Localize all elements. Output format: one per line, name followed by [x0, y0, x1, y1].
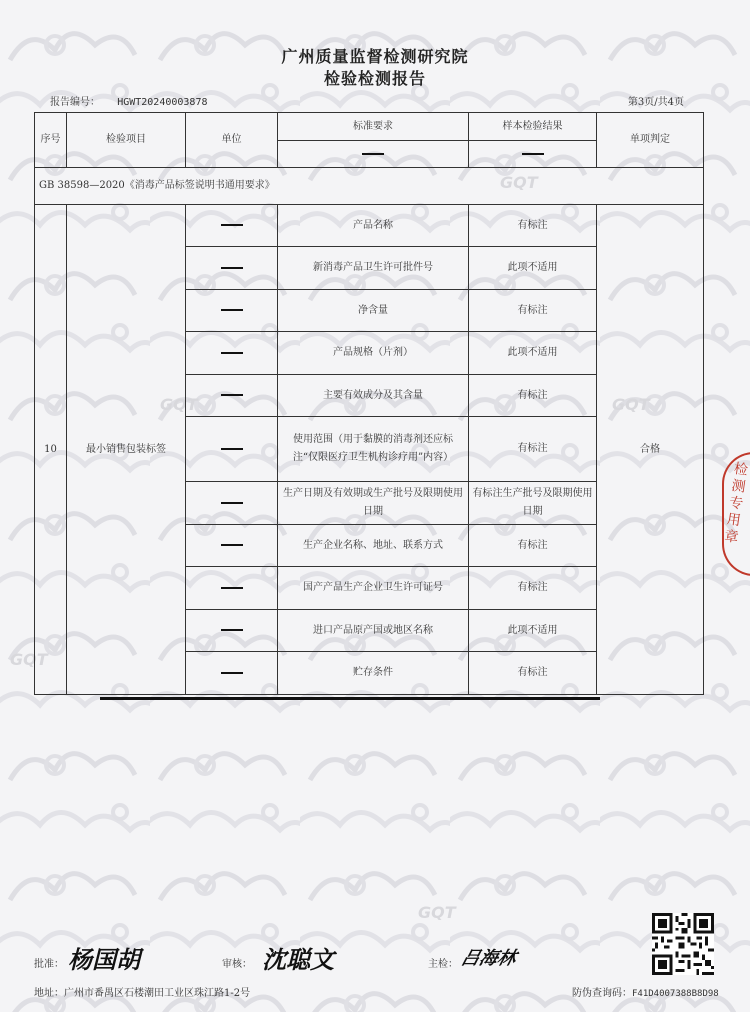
requirement-cell: 进口产品原产国或地区名称 [278, 610, 469, 652]
unit-cell [186, 652, 278, 695]
header-verdict: 单项判定 [597, 113, 704, 168]
dash-mark [221, 448, 243, 450]
dash-mark [522, 153, 544, 155]
unit-cell [186, 567, 278, 610]
unit-cell [186, 247, 278, 290]
institute-name: 广州质量监督检测研究院 [281, 47, 469, 66]
unit-cell [186, 332, 278, 375]
inspection-table [34, 112, 704, 695]
report-number [50, 93, 208, 108]
result-cell: 有标注 [469, 567, 597, 610]
unit-cell [186, 610, 278, 652]
unit-cell [186, 482, 278, 525]
requirement-cell: 产品名称 [278, 205, 469, 247]
row-seq: 10 [35, 205, 67, 695]
header-standard-dash [278, 141, 469, 168]
result-cell: 有标注 [469, 525, 597, 567]
dash-mark [362, 153, 384, 155]
unit-cell [186, 525, 278, 567]
inspector-signature: 吕海林 [458, 948, 519, 969]
dash-mark [221, 352, 243, 354]
svg-text:GQT: GQT [160, 395, 198, 414]
dash-mark [221, 502, 243, 504]
report-number-value: HGWT20240003878 [117, 97, 208, 108]
requirement-cell: 国产产品生产企业卫生许可证号 [278, 567, 469, 610]
header-result-dash [469, 141, 597, 168]
requirement-cell: 净含量 [278, 290, 469, 332]
dash-mark [221, 544, 243, 546]
table-row [35, 205, 704, 247]
approve-label: 批准： [34, 959, 64, 970]
requirement-cell: 生产日期及有效期或生产批号及限期使用日期 [278, 482, 469, 525]
dash-mark [221, 309, 243, 311]
unit-cell [186, 205, 278, 247]
requirement-cell: 主要有效成分及其含量 [278, 375, 469, 417]
requirement-cell: 产品规格（片剂） [278, 332, 469, 375]
requirement-cell: 生产企业名称、地址、联系方式 [278, 525, 469, 567]
svg-text:GQT: GQT [612, 395, 650, 414]
requirement-cell: 使用范围（用于黏膜的消毒剂还应标注“仅限医疗卫生机构诊疗用”内容） [278, 417, 469, 482]
anti-fake-code [572, 984, 719, 999]
result-cell: 有标注 [469, 205, 597, 247]
address: 地址：广州市番禺区石楼潮田工业区珠江路1-2号 [34, 988, 251, 999]
unit-cell [186, 375, 278, 417]
requirement-cell: 新消毒产品卫生许可批件号 [278, 247, 469, 290]
result-cell: 此项不适用 [469, 247, 597, 290]
seal-text: 检测专用章 [723, 461, 749, 547]
result-cell: 有标注生产批号及限期使用日期 [469, 482, 597, 525]
row-verdict: 合格 [597, 205, 704, 695]
table-end-rule [100, 697, 600, 700]
result-cell: 有标注 [469, 652, 597, 695]
dash-mark [221, 267, 243, 269]
approve-signature: 杨国胡 [68, 945, 140, 974]
anti-fake-label: 防伪查询码： [572, 988, 632, 999]
row-item: 最小销售包装标签 [67, 205, 186, 695]
dash-mark [221, 629, 243, 631]
review-label: 审核： [222, 959, 252, 970]
requirement-cell: 贮存条件 [278, 652, 469, 695]
header-standard: 标准要求 [278, 113, 469, 141]
unit-cell [186, 417, 278, 482]
anti-fake-value: F41D4007388B8D98 [632, 989, 719, 999]
header-item: 检验项目 [67, 113, 186, 168]
page-info: 第3页/共4页 [627, 97, 684, 108]
report-number-label: 报告编号： [50, 97, 100, 108]
dash-mark [221, 224, 243, 226]
header-seq: 序号 [35, 113, 67, 168]
inspector-label: 主检： [428, 959, 458, 970]
svg-text:GQT: GQT [418, 903, 456, 922]
svg-text:GQT: GQT [500, 173, 538, 192]
result-cell: 有标注 [469, 417, 597, 482]
result-cell: 此项不适用 [469, 332, 597, 375]
result-cell: 有标注 [469, 375, 597, 417]
unit-cell [186, 290, 278, 332]
dash-mark [221, 672, 243, 674]
standard-reference: GB 38598—2020《消毒产品标签说明书通用要求》 [35, 168, 704, 205]
dash-mark [221, 587, 243, 589]
dash-mark [221, 394, 243, 396]
result-cell: 此项不适用 [469, 610, 597, 652]
report-title: 检验检测报告 [323, 69, 426, 88]
review-signature: 沈聪文 [262, 945, 334, 974]
header-result: 样本检验结果 [469, 113, 597, 141]
header-unit: 单位 [186, 113, 278, 168]
qr-code [652, 913, 714, 975]
result-cell: 有标注 [469, 290, 597, 332]
svg-text:GQT: GQT [10, 650, 48, 669]
